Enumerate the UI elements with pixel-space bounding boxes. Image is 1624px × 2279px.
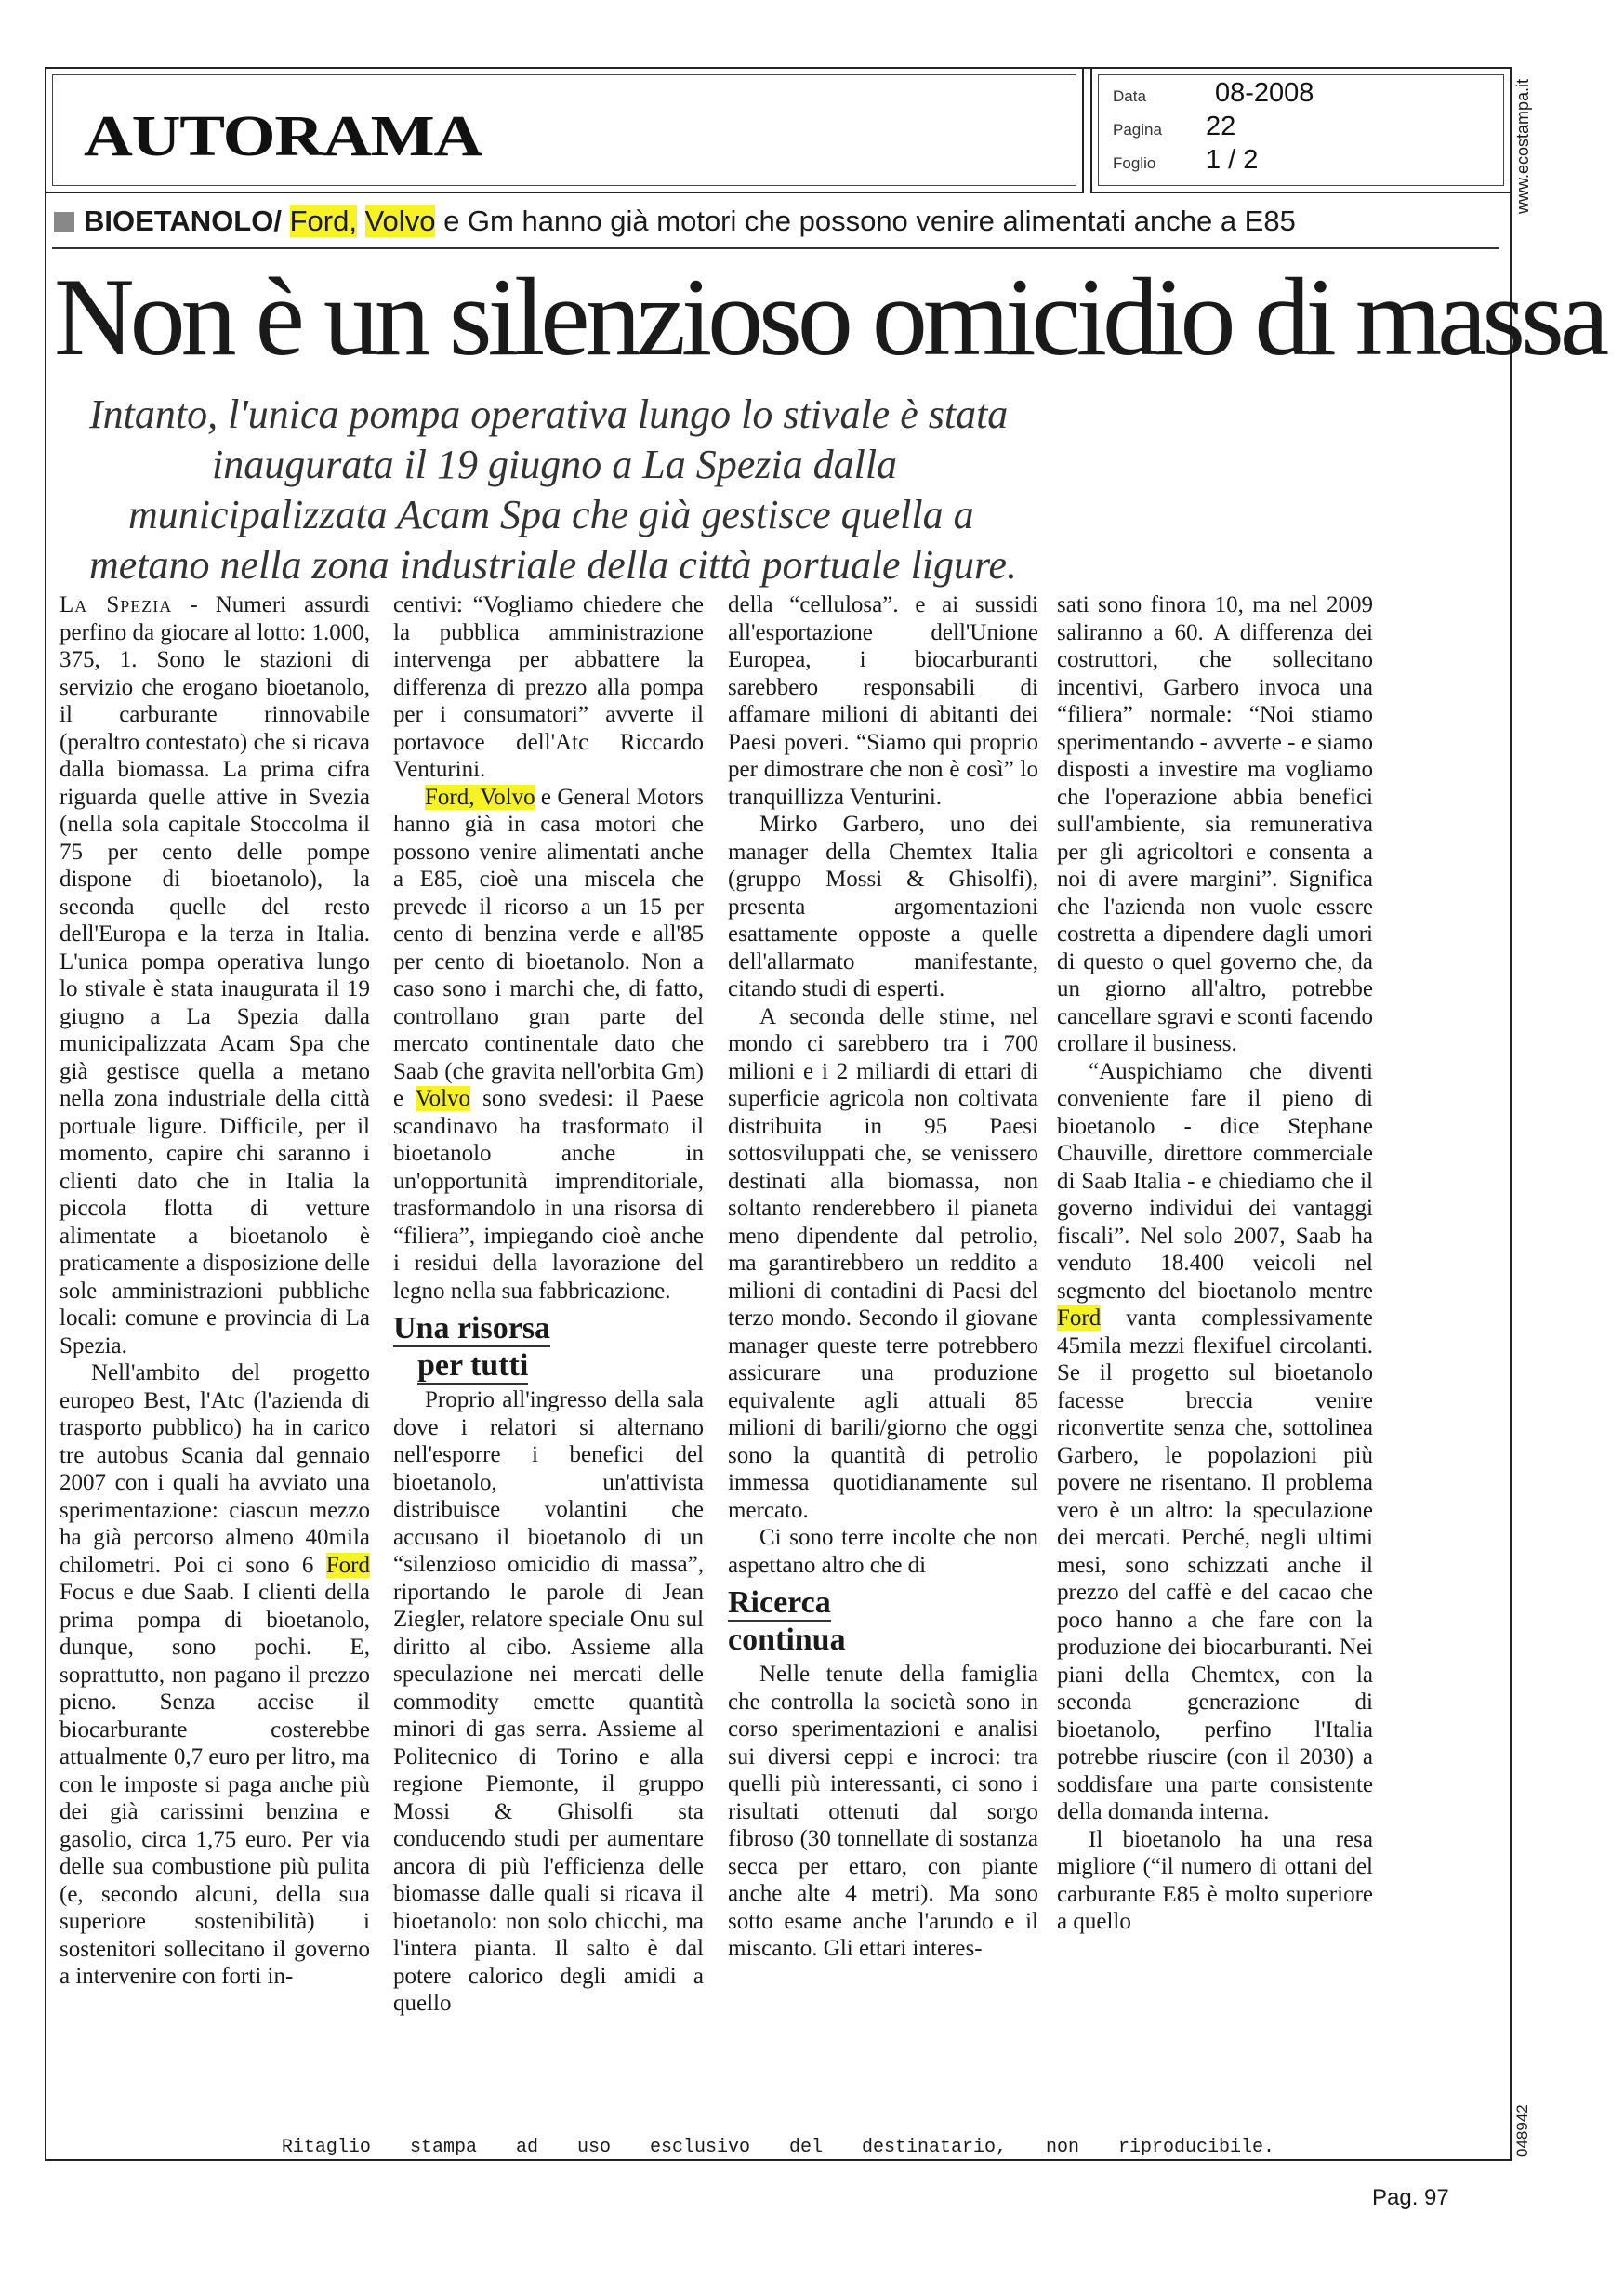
- article-column-1: La Spezia - Numeri assurdi perfino da giocare al lotto: 1.000, 375, 1. Sono le stazioni di servizio che erogano bioetanolo, il carburante rinnovabile (peraltro contestato) che si ricava dalla biomassa. La prima cifra riguarda quelle attive in Svezia (nella sola capitale Stoccolma il 75 per cento delle pompe dispone di bioetanolo), la seconda quelle del resto dell'Europa e la terza in Italia. L'unica pompa operativa lungo lo stivale è stata inaugurata il 19 giugno a La Spezia dalla municipalizzata Acam Spa che già gestisce quella a metano nella zona industriale della città portuale ligure. Difficile, per il momento, capire chi saranno i clienti dato che in Italia la piccola flotta di vetture alimentate a bioetanolo è praticamente a disposizione delle sole amministrazioni pubbliche locali: comune e provincia di La Spezia. Nell'ambito del progetto europeo Best, l'Atc (l'azienda di trasporto pubblico) ha in carico tre autobus Scania dal gennaio 2007 con i quali ha avviato una sperimentazione: ciascun mezzo ha già percorso almeno 40mila chilometri. Poi ci sono 6 Ford Focus e due Saab. I clienti della prima pompa di bioetanolo, dunque, sono pochi. E, soprattutto, non pagano il prezzo pieno. Senza accise il biocarburante costerebbe attualmente 0,7 euro per litro, ma con le imposte si paga anche più dei già carissimi benzina e gasolio, circa 1,75 euro. Per via delle sua combustione più pulita (e, secondo alcuni, della sua superiore sostenibilità) i sostenitori sollecitano il governo a intervenire con forti in-: [59, 592, 370, 1989]
- dateline: La Spezia: [59, 592, 173, 617]
- subhead-line-3: municipalizzata Acam Spa che già gestisce quella a: [128, 492, 974, 537]
- article-column-2: centivi: “Vogliamo chiedere che la pubblica amministrazione intervenga per abbattere la differenza di prezzo alla pompa per i consumatori” avverte il portavoce dell'Atc Riccardo Venturini. Ford, Volvo e General Motors hanno già in casa motori che possono venire alimentati anche a E85, cioè una miscela che prevede il ricorso a un 15 per cento di benzina verde e all'85 per cento di bioetanolo. Non a caso sono i marchi che, di fatto, controllano gran parte del mercato continentale dato che Saab (che gravita nell'orbita Gm) e Volvo sono svedesi: il Paese scandinavo ha trasformato il bioetanolo anche in un'opportunità imprenditoriale, trasformandolo in una risorsa di “filiera”, impiegando cioè anche i residui della lavorazione del legno nella sua fabbricazione. Una risorsa per tutti Proprio all'ingresso della sala dove i relatori si alternano nell'esporre i benefici del bioetanolo, un'attivista distribuisce volantini che accusano il bioetanolo di un “silenzioso omicidio di massa”, riportando le parole di Jean Ziegler, relatore speciale Onu sul diritto al cibo. Assieme alla speculazione nei mercati delle commodity emette quantità minori di gas serra. Assieme al Politecnico di Torino e alla regione Piemonte, il gruppo Mossi & Ghisolfi sta conducendo studi per aumentare ancora di più l'efficienza delle biomasse dalle quali si ricava il bioetanolo: non solo chicchi, ma l'intera pianta. Il salto è dal potere calorico degli amidi a quello: [393, 592, 704, 2016]
- meta-sheet: Foglio 1 / 2: [1113, 145, 1259, 175]
- masthead-box: [45, 67, 1084, 193]
- meta-page: Pagina 22: [1113, 112, 1236, 141]
- side-code: 048942: [1513, 2104, 1531, 2157]
- side-url: www.ecostampa.it: [1513, 78, 1532, 214]
- footer-notice: Ritaglio stampa ad uso esclusivo del destinatario, non riproducibile.: [281, 2137, 1275, 2158]
- kicker: BIOETANOLO/ Ford, Volvo e Gm hanno già motori che possono venire alimentati anche a E85: [54, 205, 1296, 238]
- subhead-line-1: Intanto, l'unica pompa operativa lungo lo stivale è stata: [89, 391, 1009, 437]
- subhead-line-2: inaugurata il 19 giugno a La Spezia dalla: [212, 442, 898, 487]
- article-column-4: sati sono finora 10, ma nel 2009 saliranno a 60. A differenza dei costruttori, che sollecitano incentivi, Garbero invoca una “filiera” normale: “Noi stiamo sperimentando - avverte - e siamo disposti a investire ma vogliamo che l'operazione abbia benefici sull'ambiente, sia remunerativa per gli agricoltori e consenta a noi di avere margini”. Significa che l'azienda non vuole essere costretta a dipendere dagli umori di questo o quel governo che, da un giorno all'altro, potrebbe cancellare sgravi e sconti facendo crollare il business. “Auspichiamo che diventi conveniente fare il pieno di bioetanolo - dice Stephane Chauville, direttore commerciale di Saab Italia - e chiediamo che il governo individui dei vantaggi fiscali”. Nel solo 2007, Saab ha venduto 18.400 veicoli nel segmento del bioetanolo mentre Ford vanta complessivamente 45mila mezzi flexifuel circolanti. Se il progetto sul bioetanolo facesse breccia venire riconvertite senza che, sottolinea Garbero, le popolazioni più povere ne risentano. Il problema vero è un altro: la speculazione dei mercati. Perché, negli ultimi mesi, sono schizzati anche il prezzo del caffè e del cacao che poco hanno a che fare con la produzione dei biocarburanti. Nei piani della Chemtex, con la seconda generazione di bioetanolo, perfino l'Italia potrebbe riuscire (con il 2030) a soddisfare una parte consistente della domanda interna. Il bioetanolo ha una resa migliore (“il numero di ottani del carburante E85 è molto superiore a quello: [1057, 592, 1373, 1934]
- headline: Non è un silenzioso omicidio di massa: [54, 255, 1605, 378]
- meta-box: [1090, 67, 1512, 193]
- subheading-ricerca: Ricerca continua: [728, 1585, 846, 1657]
- square-bullet-icon: [54, 212, 74, 232]
- subhead-line-4: metano nella zona industriale della città portuale ligure.: [89, 542, 1018, 588]
- subheading-risorsa: Una risorsa per tutti: [393, 1311, 551, 1383]
- meta-date: Data 08-2008: [1113, 78, 1314, 108]
- masthead: AUTORAMA: [84, 105, 482, 168]
- article-column-3: della “cellulosa”. e ai sussidi all'esportazione dell'Unione Europea, i biocarburanti sarebbero responsabili di affamare milioni di abitanti dei Paesi poveri. “Siamo qui proprio per dimostrare che non è così” lo tranquillizza Venturini. Mirko Garbero, uno dei manager della Chemtex Italia (gruppo Mossi & Ghisolfi), presenta argomentazioni esattamente opposte a quelle dell'allarmato manifestante, citando studi di esperti. A seconda delle stime, nel mondo ci sarebbero tra i 700 milioni e i 2 miliardi di ettari di superficie agricola non coltivata distribuita in 95 Paesi sottosviluppati che, se venissero destinati alla biomassa, non soltanto renderebbero il pianeta meno dipendente dal petrolio, ma garantirebbero un reddito a milioni di contadini di Paesi del terzo mondo. Secondo il giovane manager queste terre potrebbero assicurare una produzione equivalente agli attuali 85 milioni di barili/giorno che oggi sono la quantità di petrolio immessa quotidianamente sul mercato. Ci sono terre incolte che non aspettano altro che di Ricerca continua Nelle tenute della famiglia che controlla la società sono in corso sperimentazioni e analisi sui diversi ceppi e incroci: tra quelli più interessanti, ci sono i risultati ottenuti dal sorgo fibroso (30 tonnellate di sostanza secca per ettaro, con piante anche alte 4 metri). Ma sono sotto esame anche l'arundo e il miscanto. Gli ettari interes-: [728, 592, 1038, 1961]
- page-number: Pag. 97: [1372, 2185, 1449, 2210]
- kicker-rule: [52, 247, 1499, 249]
